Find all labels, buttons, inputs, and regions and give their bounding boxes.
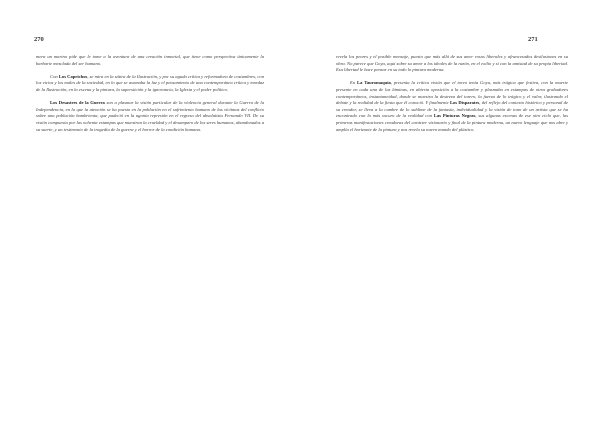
text-run: En: [350, 80, 358, 86]
text-run: son a plasmar la visión particular de la violencia general durante la Guerra de la Independencia, en la que la atención se ha puesto en la población en el sufrimiento humano de las víctimas del conflicto sobre una población hambrienta, que padeció en la agonía represión en el regreso del absolutista Fernando VII. De su visión compuesta por las ochenta estampas que muestran la crueldad y el desamparo de los seres humanos, abandonados a su suerte, y un testimonio de la tragedia de la guerra y el horror de la condición humana.: [36, 100, 264, 132]
left-paragraph-1: mera un marino pide que le tome a la aventura de una creación inmortal, que tiene como perspectiva únicamente la barbarie mezclada del ser humano.: [36, 54, 264, 66]
text-run: , del reflejo del contexto histórico y personal de su creador, se lleva a la cumbre de lo sublime de la fantasía, individualidad y la visión de tono de un artista que se ha encontrado con lo más oscuro de la realidad con: [336, 100, 568, 119]
text-run: , se mira en la sátira de la Ilustración, y por su aguda crítica y reformadora de costumbres, con los vicios y los males de la sociedad, en lo que se asomaba la luz y el pensamiento de una contemporánea crítica y mordaz de la Ilustración, en la escena y la pintura, la superstición y la ignorancia, la Iglesia y el poder político.: [36, 73, 264, 92]
page-number-right: 271: [528, 36, 538, 43]
bold-title: Los Desastres de la Guerra: [50, 100, 105, 106]
right-paragraph-2: [336, 80, 568, 133]
right-page: [300, 0, 600, 424]
bold-title: La Tauromaquia: [357, 80, 391, 86]
text-run: Con: [50, 73, 59, 79]
text-run: , presenta la crítica visión que el toreo tenía Goya, más trágica que festiva, con la muerte presente en cada una de las láminas, en abierta oposición a la costumbre y plasmaba en estampas de otros grabadores contemporáneos, instantaneidad, donde se muestra la destreza del torero, la fuerza de lo trágico y el valor, ilustrando el debate y la realidad de la fiesta que él conoció. Y finalmente: [336, 80, 568, 106]
bold-title: Los Caprichos: [58, 73, 88, 79]
left-paragraph-2: [36, 74, 264, 94]
left-paragraph-3: [36, 100, 264, 133]
text-run: , sus algunas escenas de ese otro ciclo que, las primeras manifestaciones creadoras del carácter visionario y final de la pintura moderna, un nuevo lenguaje que nos abre y amplía el horizonte de la pintura y nos revela su nuevo mundo del plástico.: [336, 113, 568, 132]
bold-title: Las Pinturas Negras: [433, 113, 476, 119]
bold-title: Los Disparates: [449, 100, 480, 106]
right-paragraph-1: revela los peores y el posible mensaje, puesto que más allá de sus amo- rosos liberales y afrancesados desilusiones en su obra. No parece que Goya, aquí sobre su amor a los ideales de la razón, en el exilio y sí con la amistad de su propia libertad. Esa libertad le hace pensar en su todo lo pintura moderna.: [336, 54, 568, 73]
page-number-left: 270: [34, 36, 44, 43]
left-page-text: [36, 54, 264, 140]
right-page-text: [336, 54, 568, 140]
